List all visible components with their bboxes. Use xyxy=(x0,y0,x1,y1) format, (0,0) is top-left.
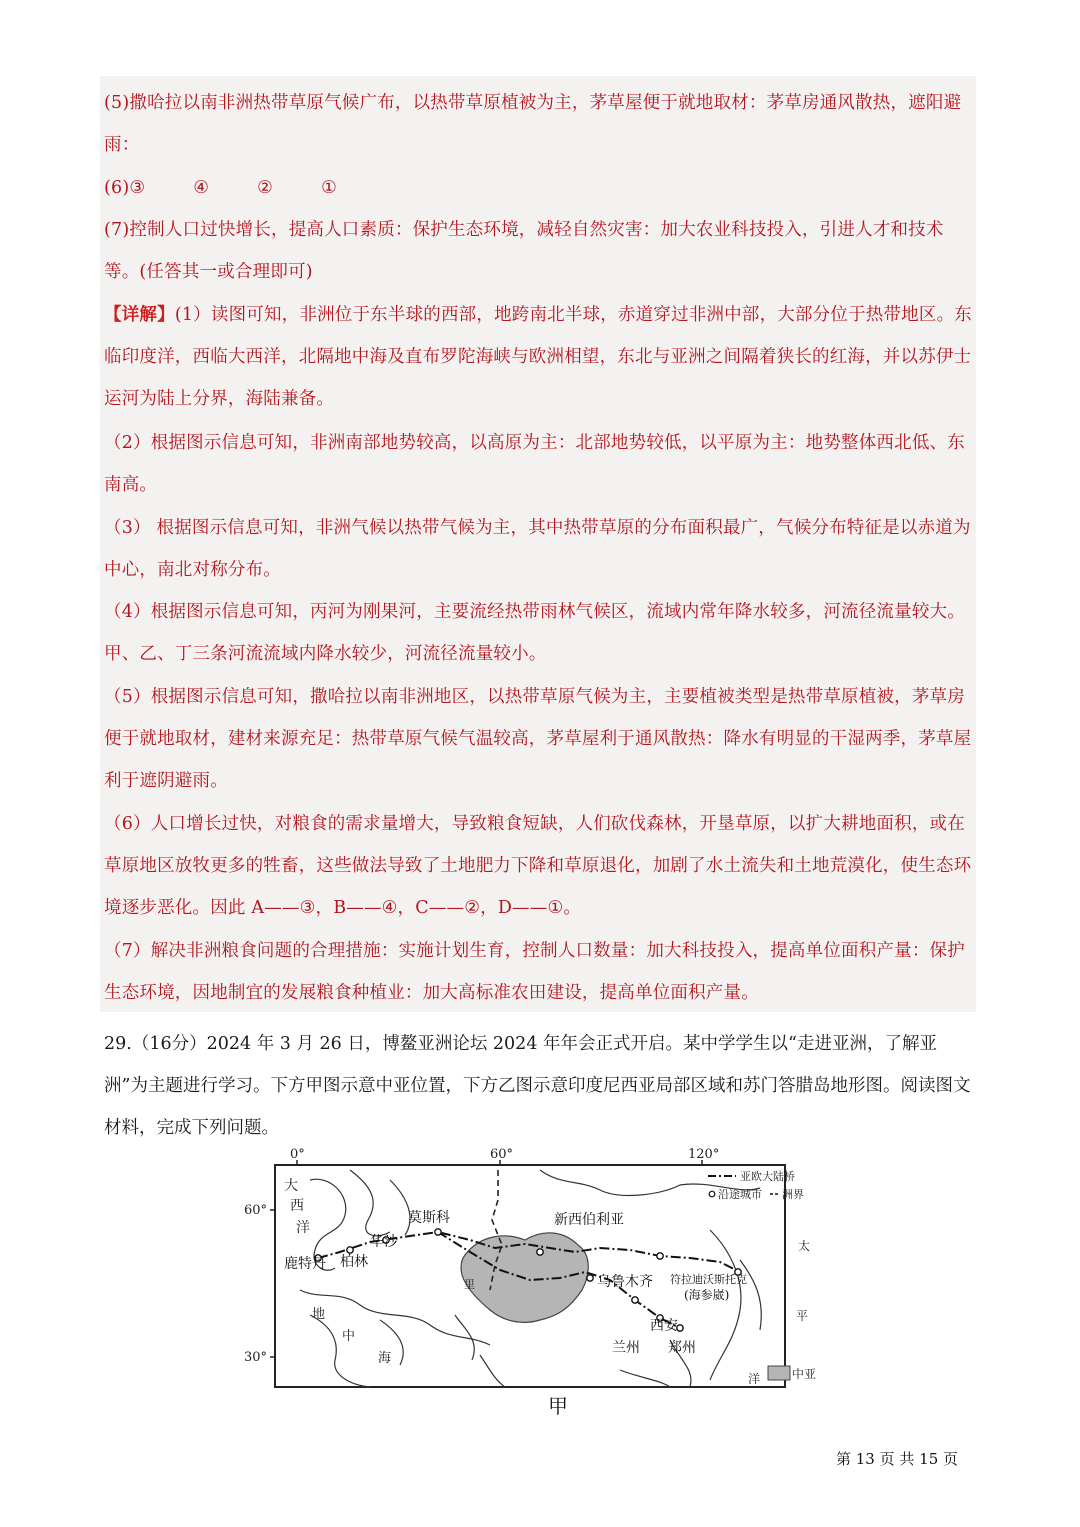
city-dot xyxy=(537,1249,543,1255)
city-label-berlin: 柏林 xyxy=(340,1254,368,1270)
legend-city: 沿途城市 xyxy=(718,1188,762,1201)
page-footer: 第 13 页 共 15 页 xyxy=(836,1450,959,1468)
city-dot xyxy=(587,1275,593,1281)
label-pacific: 平 xyxy=(796,1309,809,1323)
map-central-asia xyxy=(240,1140,840,1420)
legend-border: 洲界 xyxy=(782,1188,804,1201)
legend-railway: 亚欧大陆桥 xyxy=(740,1170,795,1183)
answer-6-item: ② xyxy=(257,178,274,198)
lon-label-0: 0° xyxy=(290,1147,305,1162)
detail-7 xyxy=(104,930,978,1014)
city-dot xyxy=(657,1253,663,1259)
city-label-warsaw: 华沙 xyxy=(370,1234,398,1250)
city-label-xian: 西安 xyxy=(650,1318,678,1334)
city-dot xyxy=(632,1297,638,1303)
detail-2-text: （2）根据图示信息可知，非洲南部地势较高，以高原为主：北部地势较低，以平原为主：地势整体西北低、东南高。 xyxy=(104,433,965,495)
answer-5 xyxy=(104,82,978,166)
city-label-vladivostok: 符拉迪沃斯托克 xyxy=(670,1273,747,1286)
detail-3-text: （3） 根据图示信息可知，非洲气候以热带气候为主，其中热带草原的分布面积最广，气候分布特征是以赤道为中心，南北对称分布。 xyxy=(104,518,971,580)
label-atlantic: 洋 xyxy=(296,1220,310,1236)
detail-6-text: （6）人口增长过快，对粮食的需求量增大，导致粮食短缺，人们砍伐森林，开垦草原，以扩大耕地面积，或在草原地区放牧更多的牲畜，这些做法导致了土地肥力下降和草原退化，加剧了水土流失和土地荒漠化，使生态环境逐步恶化。因此 A——③，B——④，C——②，D——①。 xyxy=(104,814,972,918)
detail-4-text: （4）根据图示信息可知，丙河为刚果河，主要流经热带雨林气候区，流域内常年降水较多，河流径流量较大。甲、乙、丁三条河流流域内降水较少，河流径流量较小。 xyxy=(104,602,965,664)
label-pacific: 洋 xyxy=(748,1372,761,1386)
city-label-urumqi: 乌鲁木齐 xyxy=(597,1274,653,1290)
label-atlantic: 西 xyxy=(290,1198,304,1214)
answer-6 xyxy=(104,167,978,209)
city-label-rotterdam: 鹿特丹 xyxy=(284,1256,326,1272)
question-29-text: 29.（16分）2024 年 3 月 26 日，博鳌亚洲论坛 2024 年年会正式开启。某中学学生以“走进亚洲，了解亚洲”为主题进行学习。下方甲图示意中亚位置，下方乙图示意印度尼西亚局部区域和苏门答腊岛地形图。阅读图文材料，完成下列问题。 xyxy=(104,1034,971,1138)
detail-1-text: (1）读图可知，非洲位于东半球的西部，地跨南北半球，赤道穿过非洲中部，大部分位于热带地区。东临印度洋，西临大西洋，北隔地中海及直布罗陀海峡与欧洲相望，东北与亚洲之间隔着狭长的红海，并以苏伊士运河为陆上分界，海陆兼备。 xyxy=(104,305,972,409)
detail-5-text: （5）根据图示信息可知，撒哈拉以南非洲地区，以热带草原气候为主，主要植被类型是热带草原植被，茅草房便于就地取材，建材来源充足：热带草原气候气温较高，茅草屋利于通风散热：降水有明显的干湿两季，茅草屋利于遮阴避雨。 xyxy=(104,687,972,791)
detail-5 xyxy=(104,676,978,802)
label-atlantic: 大 xyxy=(284,1178,298,1194)
lat-label-60: 60° xyxy=(244,1203,268,1218)
answer-7 xyxy=(104,209,978,293)
label-caspian: 里 xyxy=(464,1278,475,1291)
legend-region: 中亚 xyxy=(792,1367,817,1381)
city-label-moscow: 莫斯科 xyxy=(408,1210,450,1226)
lon-label-60: 60° xyxy=(490,1147,514,1162)
city-label-vladivostok-alt: (海参崴) xyxy=(684,1288,730,1302)
map-figure xyxy=(240,1140,840,1420)
city-label-lanzhou: 兰州 xyxy=(612,1340,640,1356)
label-mediterranean: 地 xyxy=(312,1307,326,1322)
city-dot xyxy=(347,1247,353,1253)
city-label-zhengzhou: 郑州 xyxy=(668,1340,696,1356)
label-mediterranean: 海 xyxy=(378,1351,392,1366)
detail-7-text: （7）解决非洲粮食问题的合理措施：实施计划生育，控制人口数量：加大科技投入，提高单位面积产量：保护生态环境，因地制宜的发展粮食种植业：加大高标准农田建设，提高单位面积产量。 xyxy=(104,941,965,1003)
question-29 xyxy=(104,1023,978,1149)
answer-6-item: ③ xyxy=(129,178,146,198)
lat-label-30: 30° xyxy=(244,1350,268,1365)
answer-6-label: (6) xyxy=(104,178,130,198)
detail-3 xyxy=(104,507,978,591)
answer-5-text: (5)撒哈拉以南非洲热带草原气候广布，以热带草原植被为主，茅草屋便于就地取材：茅草房通风散热，遮阳避雨： xyxy=(104,93,962,155)
detail-tag: 【详解】 xyxy=(104,305,175,325)
detail-6 xyxy=(104,803,978,929)
detail-1 xyxy=(104,294,978,420)
answer-6-item: ④ xyxy=(193,178,210,198)
label-mediterranean: 中 xyxy=(342,1329,356,1344)
answer-7-text: (7)控制人口过快增长，提高人口素质：保护生态环境，减轻自然灾害：加大农业科技投入，引进人才和技术等。(任答其一或合理即可) xyxy=(104,220,944,282)
label-pacific: 太 xyxy=(798,1239,811,1253)
detail-4 xyxy=(104,591,978,675)
map-caption: 甲 xyxy=(548,1394,568,1418)
city-label-novosibirsk: 新西伯利亚 xyxy=(554,1212,624,1228)
detail-2 xyxy=(104,422,978,506)
answer-6-item: ① xyxy=(321,178,337,198)
city-dot xyxy=(435,1229,441,1235)
lon-label-120: 120° xyxy=(688,1147,720,1162)
